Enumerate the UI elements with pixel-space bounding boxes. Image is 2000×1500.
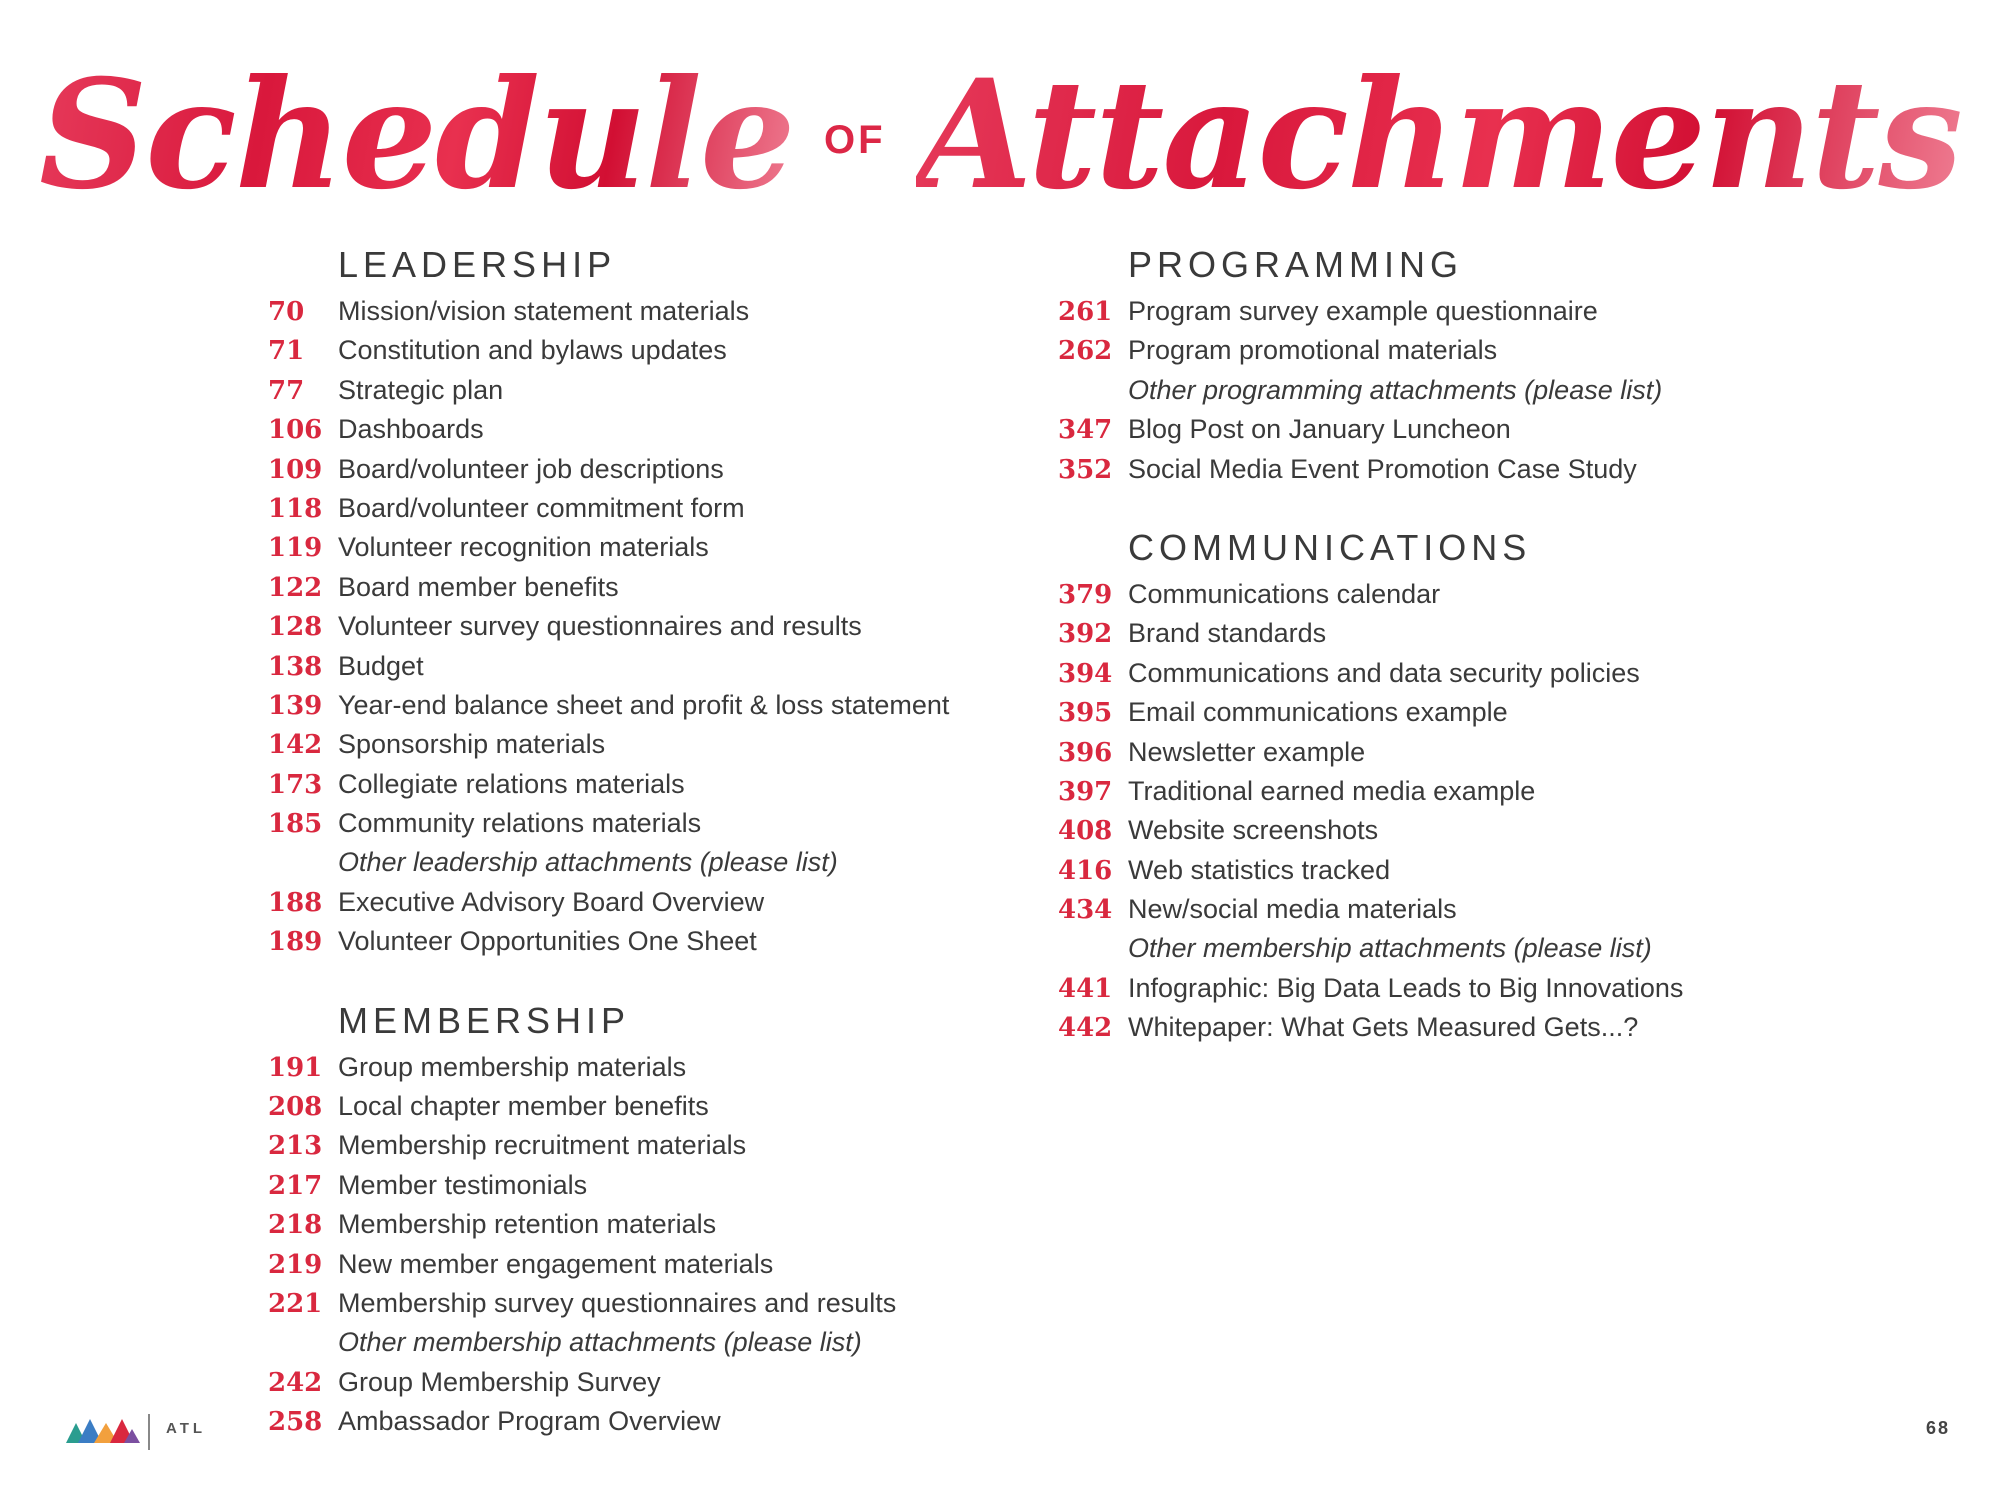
item-label: Membership retention materials: [338, 1209, 717, 1240]
item-label: Website screenshots: [1128, 815, 1379, 846]
list-item: [1058, 450, 1818, 489]
list-item: [268, 450, 1028, 489]
list-item: [1058, 851, 1818, 890]
section-heading: LEADERSHIP: [338, 244, 617, 285]
item-label: Mission/vision statement materials: [338, 296, 750, 326]
item-label: Dashboards: [338, 414, 484, 445]
item-label: Local chapter member benefits: [338, 1091, 709, 1122]
section-membership: [268, 998, 1028, 1442]
list-item: [1058, 693, 1818, 732]
page-reference: 142: [268, 730, 323, 761]
page-reference: 442: [1058, 1013, 1113, 1044]
page-reference: 185: [268, 809, 323, 840]
list-item: [268, 528, 1028, 567]
item-label: Communications calendar: [1128, 578, 1441, 609]
item-label: Traditional earned media example: [1128, 775, 1536, 806]
list-item: [268, 922, 1028, 961]
list-item: [268, 1323, 1028, 1362]
section-heading: COMMUNICATIONS: [1128, 526, 1532, 568]
page-reference: 441: [1058, 973, 1113, 1004]
title-word-attachments: Attachments: [916, 47, 1961, 223]
page-reference: 77: [268, 375, 305, 406]
page-reference: 262: [1058, 336, 1113, 367]
title-word-schedule: Schedule: [39, 47, 794, 223]
list-item: [268, 883, 1028, 922]
list-item: [1058, 772, 1818, 811]
page-reference: 189: [268, 927, 323, 958]
item-label: Budget: [338, 650, 424, 681]
page-reference: 397: [1058, 776, 1113, 807]
page-reference: 139: [268, 690, 323, 721]
item-label: Communications and data security policies: [1128, 657, 1640, 688]
item-label: Brand standards: [1128, 618, 1327, 649]
page-reference: 173: [268, 769, 323, 800]
list-item: [1058, 371, 1818, 410]
section-heading: PROGRAMMING: [1128, 244, 1464, 285]
list-item: [1058, 331, 1818, 370]
page-number: 68: [1925, 1418, 1950, 1438]
page-reference: 219: [268, 1249, 323, 1280]
item-label: Whitepaper: What Gets Measured Gets...?: [1128, 1012, 1639, 1043]
page-reference: 261: [1058, 297, 1113, 327]
item-label: Other membership attachments (please list): [338, 1327, 862, 1358]
list-item: [268, 804, 1028, 843]
item-label: Web statistics tracked: [1128, 854, 1391, 885]
item-label: New/social media materials: [1128, 894, 1457, 925]
page-reference: 221: [268, 1288, 323, 1319]
page-reference: 242: [268, 1367, 323, 1398]
list-item: [1058, 1008, 1818, 1047]
item-label: New member engagement materials: [338, 1248, 774, 1279]
item-label: Infographic: Big Data Leads to Big Innovations: [1128, 972, 1684, 1003]
page-reference: 218: [268, 1210, 323, 1241]
item-label: Ambassador Program Overview: [338, 1406, 721, 1437]
list-item: [1058, 929, 1818, 968]
page-reference: 109: [268, 454, 323, 485]
list-item: [268, 371, 1028, 410]
page-reference: 70: [268, 297, 305, 327]
list-item: [268, 765, 1028, 804]
item-label: Newsletter example: [1128, 736, 1366, 767]
page-reference: 188: [268, 887, 323, 918]
list-item: [1058, 292, 1818, 331]
item-label: Board/volunteer commitment form: [338, 492, 745, 523]
page-reference: 347: [1058, 415, 1113, 446]
page-reference: 396: [1058, 737, 1113, 768]
list-item: [268, 1245, 1028, 1284]
list-item: [268, 725, 1028, 764]
item-label: Group membership materials: [338, 1051, 687, 1082]
item-label: Volunteer survey questionnaires and results: [338, 611, 862, 642]
list-item: [268, 331, 1028, 370]
list-item: [268, 489, 1028, 528]
item-label: Constitution and bylaws updates: [338, 335, 727, 366]
list-item: [268, 1402, 1028, 1441]
item-label: Other leadership attachments (please list): [338, 847, 838, 878]
list-item: [1058, 575, 1818, 614]
page-reference: 71: [268, 336, 305, 367]
page-reference: 379: [1058, 579, 1113, 610]
list-item: [268, 1048, 1028, 1087]
page-reference: 106: [268, 415, 323, 446]
item-label: Group Membership Survey: [338, 1366, 661, 1397]
page-reference: 213: [268, 1131, 323, 1162]
section-programming: [1058, 242, 1818, 489]
page-reference: 394: [1058, 658, 1113, 689]
page-reference: 416: [1058, 855, 1113, 886]
item-label: Email communications example: [1128, 697, 1508, 728]
item-label: Other membership attachments (please list): [1128, 933, 1652, 964]
item-label: Collegiate relations materials: [338, 768, 685, 799]
page-reference: 208: [268, 1092, 323, 1123]
page-reference: 138: [268, 651, 323, 682]
item-label: Membership survey questionnaires and results: [338, 1287, 897, 1318]
page-reference: 392: [1058, 619, 1113, 650]
item-label: Volunteer recognition materials: [338, 532, 709, 563]
list-item: [268, 1166, 1028, 1205]
ama-logo-icon: [66, 1417, 142, 1445]
item-label: Board member benefits: [338, 571, 619, 602]
page-reference: 119: [268, 533, 323, 564]
item-label: Social Media Event Promotion Case Study: [1128, 453, 1637, 484]
list-item: [268, 1284, 1028, 1323]
item-label: Community relations materials: [338, 808, 702, 839]
item-label: Program survey example questionnaire: [1128, 296, 1598, 326]
page-reference: 395: [1058, 698, 1113, 729]
page-reference: 217: [268, 1170, 323, 1201]
list-item: [268, 292, 1028, 331]
right-column: [1058, 242, 1818, 1084]
item-label: Member testimonials: [338, 1169, 588, 1200]
title-connector: OF: [824, 118, 886, 162]
page-title: [0, 40, 2000, 230]
item-label: Other programming attachments (please list): [1128, 374, 1663, 405]
page-reference: 118: [268, 493, 323, 524]
section-heading: MEMBERSHIP: [338, 999, 631, 1041]
item-label: Year-end balance sheet and profit & loss statement: [338, 689, 950, 720]
list-item: [1058, 890, 1818, 929]
list-item: [1058, 614, 1818, 653]
list-item: [268, 1363, 1028, 1402]
item-label: Program promotional materials: [1128, 335, 1498, 366]
section-leadership: [268, 242, 1028, 962]
item-label: Volunteer Opportunities One Sheet: [338, 926, 757, 957]
list-item: [1058, 654, 1818, 693]
list-item: [268, 647, 1028, 686]
item-label: Membership recruitment materials: [338, 1130, 747, 1161]
item-label: Strategic plan: [338, 374, 504, 405]
list-item: [268, 843, 1028, 882]
page-reference: 128: [268, 612, 323, 643]
list-item: [1058, 410, 1818, 449]
page-reference: 408: [1058, 816, 1113, 847]
item-label: Executive Advisory Board Overview: [338, 886, 765, 917]
list-item: [1058, 969, 1818, 1008]
list-item: [1058, 733, 1818, 772]
list-item: [268, 1087, 1028, 1126]
item-label: Board/volunteer job descriptions: [338, 453, 724, 484]
list-item: [268, 686, 1028, 725]
logo-divider: [148, 1414, 150, 1450]
list-item: [1058, 811, 1818, 850]
page-reference: 122: [268, 572, 323, 603]
left-column: [268, 242, 1028, 1478]
list-item: [268, 568, 1028, 607]
section-communications: [1058, 525, 1818, 1048]
page-reference: 191: [268, 1052, 323, 1083]
logo-text: ATL: [166, 1420, 207, 1437]
list-item: [268, 410, 1028, 449]
item-label: Blog Post on January Luncheon: [1128, 414, 1511, 445]
page-reference: 434: [1058, 895, 1113, 926]
list-item: [268, 607, 1028, 646]
page-reference: 258: [268, 1407, 323, 1438]
page-reference: 352: [1058, 454, 1113, 485]
list-item: [268, 1205, 1028, 1244]
item-label: Sponsorship materials: [338, 729, 606, 760]
list-item: [268, 1126, 1028, 1165]
